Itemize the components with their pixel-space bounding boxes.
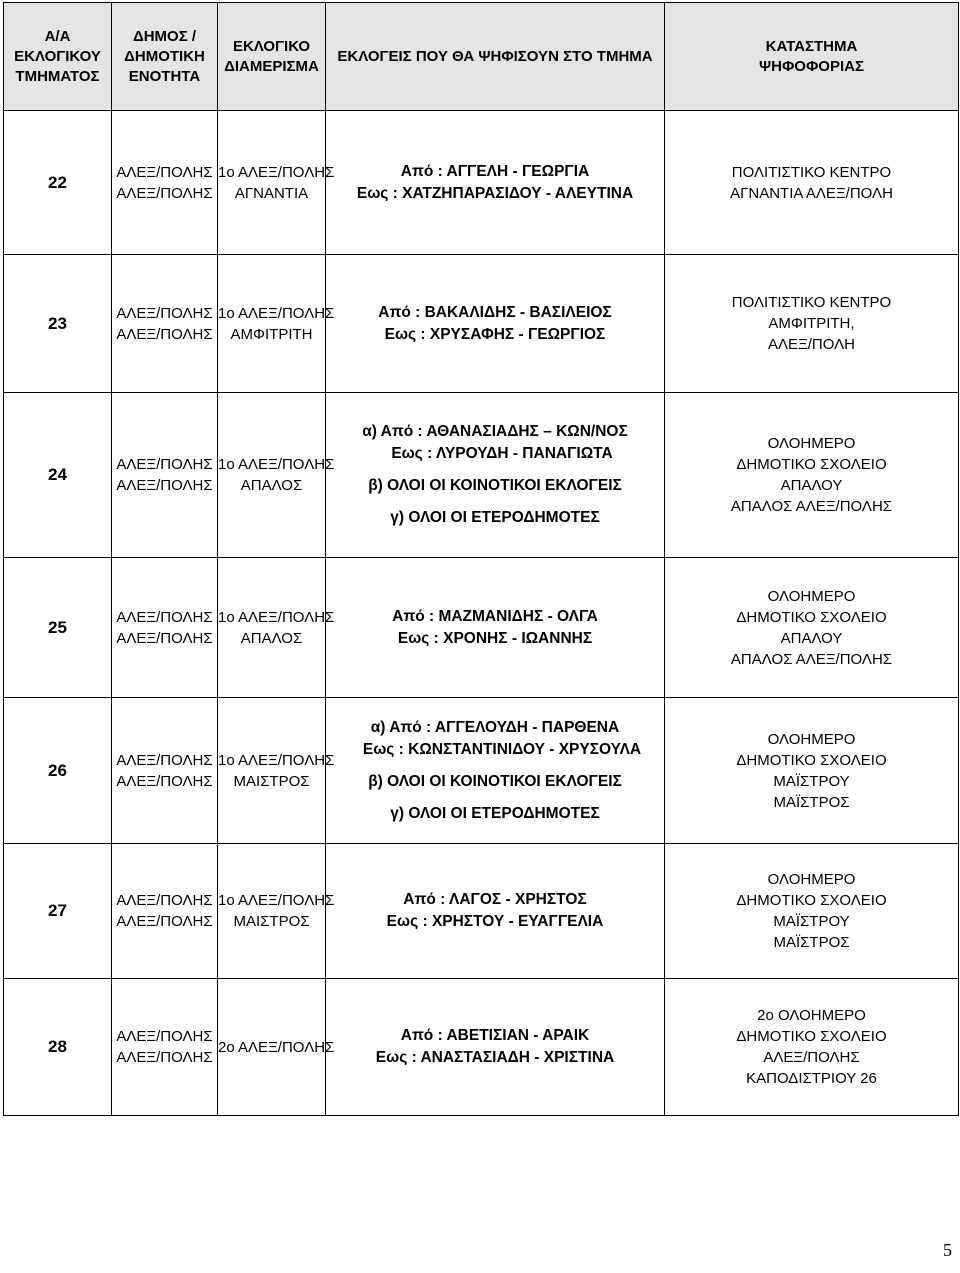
voters-cell [326,979,665,1116]
venue-line: ΠΟΛΙΤΙΣΤΙΚΟ ΚΕΝΤΡΟ [731,294,892,311]
voters-to: Εως : ΧΡΟΝΗΣ - ΙΩΑΝΝΗΣ [397,629,593,647]
header-line: ΤΜΗΜΑΤΟΣ [15,67,100,85]
district-cell [218,558,335,698]
table-row [4,558,959,698]
venue-line: ΑΛΕΞ/ΠΟΛΗΣ [763,1049,860,1066]
header-line: ΨΗΦΟΦΟΡΙΑΣ [759,57,864,75]
municipality-cell [112,393,218,558]
venue-cell [665,558,959,698]
voters-from: Από : ΛΑΓΟΣ - ΧΡΗΣΤΟΣ [403,891,587,908]
venue-line: 2ο ΟΛΟΗΜΕΡΟ [757,1007,866,1024]
municipality-line: ΑΛΕΞ/ΠΟΛΗΣ [116,913,213,930]
header-line: ΕΝΟΤΗΤΑ [128,67,201,85]
voters-group-a-to: Εως : ΚΩΝΣΤΑΝΤΙΝΙΔΟΥ - ΧΡΥΣΟΥΛΑ [362,740,642,758]
municipality-cell [112,698,218,844]
table-row [4,844,959,979]
header-row [4,3,959,111]
district-cell [218,255,335,393]
voters-group-a-from: α) Από : ΑΘΑΝΑΣΙΑΔΗΣ – ΚΩΝ/ΝΟΣ [362,423,628,440]
voters-to: Εως : ΑΝΑΣΤΑΣΙΑΔΗ - ΧΡΙΣΤΙΝΑ [375,1049,615,1066]
municipality-line: ΑΛΕΞ/ΠΟΛΗΣ [116,772,213,790]
venue-line: ΟΛΟΗΜΕΡΟ [767,730,856,748]
municipality-cell [112,111,218,255]
municipality-cell [112,558,218,698]
voters-from: Από : ΑΒΕΤΙΣΙΑΝ - ΑΡΑΙΚ [400,1027,590,1044]
header-municipality [112,3,218,111]
venue-line: ΔΗΜΟΤΙΚΟ ΣΧΟΛΕΙΟ [736,456,887,473]
header-line: ΔΙΑΜΕΡΙΣΜΑ [224,57,319,75]
venue-line: ΔΗΜΟΤΙΚΟ ΣΧΟΛΕΙΟ [736,892,887,909]
venue-line: ΚΑΠΟΔΙΣΤΡΙΟΥ 26 [746,1070,877,1087]
municipality-cell [112,844,218,979]
voters-group-b: β) ΟΛΟΙ ΟΙ ΚΟΙΝΟΤΙΚΟΙ ΕΚΛΟΓΕΙΣ [368,477,622,494]
header-venue [665,3,959,111]
venue-line: ΑΜΦΙΤΡΙΤΗ, [768,315,855,332]
station-number: 25 [4,558,112,698]
header-line: ΔΗΜΟΤΙΚΗ [124,47,205,65]
municipality-line: ΑΛΕΞ/ΠΟΛΗΣ [116,608,213,626]
voters-to: Εως : ΧΡΥΣΑΦΗΣ - ΓΕΩΡΓΙΟΣ [384,325,606,343]
venue-line: ΔΗΜΟΤΙΚΟ ΣΧΟΛΕΙΟ [736,608,887,626]
district-line: ΑΠΑΛΟΣ [240,629,303,647]
municipality-line: ΑΛΕΞ/ΠΟΛΗΣ [116,163,213,181]
station-number: 22 [4,111,112,255]
header-station-number [4,3,112,111]
district-cell [218,111,335,255]
municipality-line: ΑΛΕΞ/ΠΟΛΗΣ [116,1028,213,1045]
voters-from: Από : ΑΓΓΕΛΗ - ΓΕΩΡΓΙΑ [400,162,590,180]
header-line: ΕΚΛΟΓΕΙΣ ΠΟΥ ΘΑ ΨΗΦΙΣΟΥΝ ΣΤΟ ΤΜΗΜΑ [337,47,653,65]
table-row [4,979,959,1116]
voters-group-a-to: Εως : ΛΥΡΟΥΔΗ - ΠΑΝΑΓΙΩΤΑ [391,445,613,462]
venue-line: ΑΠΑΛΟΥ [780,477,843,494]
venue-line: ΑΠΑΛΟΥ [780,629,843,647]
station-number: 24 [4,393,112,558]
voters-cell [326,255,665,393]
table-row [4,698,959,844]
voters-from: Από : ΜΑΖΜΑΝΙΔΗΣ - ΟΛΓΑ [392,607,598,625]
district-cell [218,844,335,979]
district-cell [218,393,335,558]
voters-group-c: γ) ΟΛΟΙ ΟΙ ΕΤΕΡΟΔΗΜΟΤΕΣ [390,804,600,822]
venue-line: ΜΑΪΣΤΡΟΥ [773,913,850,930]
venue-line: ΜΑΪΣΤΡΟΣ [773,934,850,951]
voters-group-a-from: α) Από : ΑΓΓΕΛΟΥΔΗ - ΠΑΡΘΕΝΑ [370,718,620,736]
venue-line: ΔΗΜΟΤΙΚΟ ΣΧΟΛΕΙΟ [736,751,887,769]
district-line: 1ο ΑΛΕΞ/ΠΟΛΗΣ [218,608,335,626]
voters-to: Εως : ΧΡΗΣΤΟΥ - ΕΥΑΓΓΕΛΙΑ [386,913,604,930]
header-voters [326,3,665,111]
municipality-line: ΑΛΕΞ/ΠΟΛΗΣ [116,304,213,322]
municipality-line: ΑΛΕΞ/ΠΟΛΗΣ [116,751,213,769]
header-line: ΚΑΤΑΣΤΗΜΑ [765,37,858,55]
district-line: ΜΑΙΣΤΡΟΣ [233,913,310,930]
venue-cell [665,111,959,255]
venue-cell [665,393,959,558]
municipality-line: ΑΛΕΞ/ΠΟΛΗΣ [116,184,213,202]
venue-line: ΜΑΪΣΤΡΟΣ [773,793,850,811]
municipality-line: ΑΛΕΞ/ΠΟΛΗΣ [116,325,213,343]
voters-from: Από : ΒΑΚΑΛΙΔΗΣ - ΒΑΣΙΛΕΙΟΣ [378,303,612,321]
venue-line: ΟΛΟΗΜΕΡΟ [767,871,856,888]
venue-line: ΠΟΛΙΤΙΣΤΙΚΟ ΚΕΝΤΡΟ [731,163,892,181]
voters-cell [326,111,665,255]
district-line: ΑΓΝΑΝΤΙΑ [234,184,309,202]
district-line: 1ο ΑΛΕΞ/ΠΟΛΗΣ [218,751,335,769]
district-line: 1ο ΑΛΕΞ/ΠΟΛΗΣ [218,163,335,181]
station-number: 28 [4,979,112,1116]
district-line: 2ο ΑΛΕΞ/ΠΟΛΗΣ [218,1038,335,1056]
district-cell [218,979,335,1116]
polling-stations-table [3,2,959,1116]
venue-line: ΑΓΝΑΝΤΙΑ ΑΛΕΞ/ΠΟΛΗ [730,184,893,202]
venue-line: ΟΛΟΗΜΕΡΟ [767,587,856,605]
venue-line: ΜΑΪΣΤΡΟΥ [773,772,850,790]
page-number: 5 [943,1240,952,1260]
table-row [4,111,959,255]
district-cell [218,698,335,844]
voters-group-b: β) ΟΛΟΙ ΟΙ ΚΟΙΝΟΤΙΚΟΙ ΕΚΛΟΓΕΙΣ [368,772,622,790]
header-line: Α/Α [44,27,71,45]
voters-cell [326,698,665,844]
venue-cell [665,698,959,844]
municipality-line: ΑΛΕΞ/ΠΟΛΗΣ [116,629,213,647]
header-line: ΔΗΜΟΣ / [132,27,197,45]
header-district [218,3,326,111]
district-line: ΜΑΙΣΤΡΟΣ [233,772,310,790]
district-line: 1ο ΑΛΕΞ/ΠΟΛΗΣ [218,456,335,473]
district-line: 1ο ΑΛΕΞ/ΠΟΛΗΣ [218,892,335,909]
station-number: 23 [4,255,112,393]
header-line: ΕΚΛΟΓΙΚΟΥ [14,47,101,65]
header-line: ΕΚΛΟΓΙΚΟ [232,37,311,55]
venue-cell [665,844,959,979]
station-number: 27 [4,844,112,979]
municipality-line: ΑΛΕΞ/ΠΟΛΗΣ [116,892,213,909]
venue-line: ΟΛΟΗΜΕΡΟ [767,435,856,452]
voters-cell [326,844,665,979]
municipality-line: ΑΛΕΞ/ΠΟΛΗΣ [116,1049,213,1066]
venue-cell [665,979,959,1116]
venue-line: ΑΠΑΛΟΣ ΑΛΕΞ/ΠΟΛΗΣ [730,498,893,515]
voters-cell [326,393,665,558]
venue-line: ΑΠΑΛΟΣ ΑΛΕΞ/ΠΟΛΗΣ [730,650,893,668]
venue-line: ΔΗΜΟΤΙΚΟ ΣΧΟΛΕΙΟ [736,1028,887,1045]
district-line: 1ο ΑΛΕΞ/ΠΟΛΗΣ [218,304,335,322]
table-row [4,255,959,393]
municipality-cell [112,255,218,393]
municipality-line: ΑΛΕΞ/ΠΟΛΗΣ [116,456,213,473]
voters-cell [326,558,665,698]
district-line: ΑΠΑΛΟΣ [240,477,303,494]
voters-group-c: γ) ΟΛΟΙ ΟΙ ΕΤΕΡΟΔΗΜΟΤΕΣ [390,509,600,526]
station-number: 26 [4,698,112,844]
municipality-line: ΑΛΕΞ/ΠΟΛΗΣ [116,477,213,494]
table-row [4,393,959,558]
municipality-cell [112,979,218,1116]
venue-cell [665,255,959,393]
district-line: ΑΜΦΙΤΡΙΤΗ [230,325,313,343]
voters-to: Εως : ΧΑΤΖΗΠΑΡΑΣΙΔΟΥ - ΑΛΕΥΤΙΝΑ [356,184,634,202]
venue-line: ΑΛΕΞ/ΠΟΛΗ [767,336,856,353]
